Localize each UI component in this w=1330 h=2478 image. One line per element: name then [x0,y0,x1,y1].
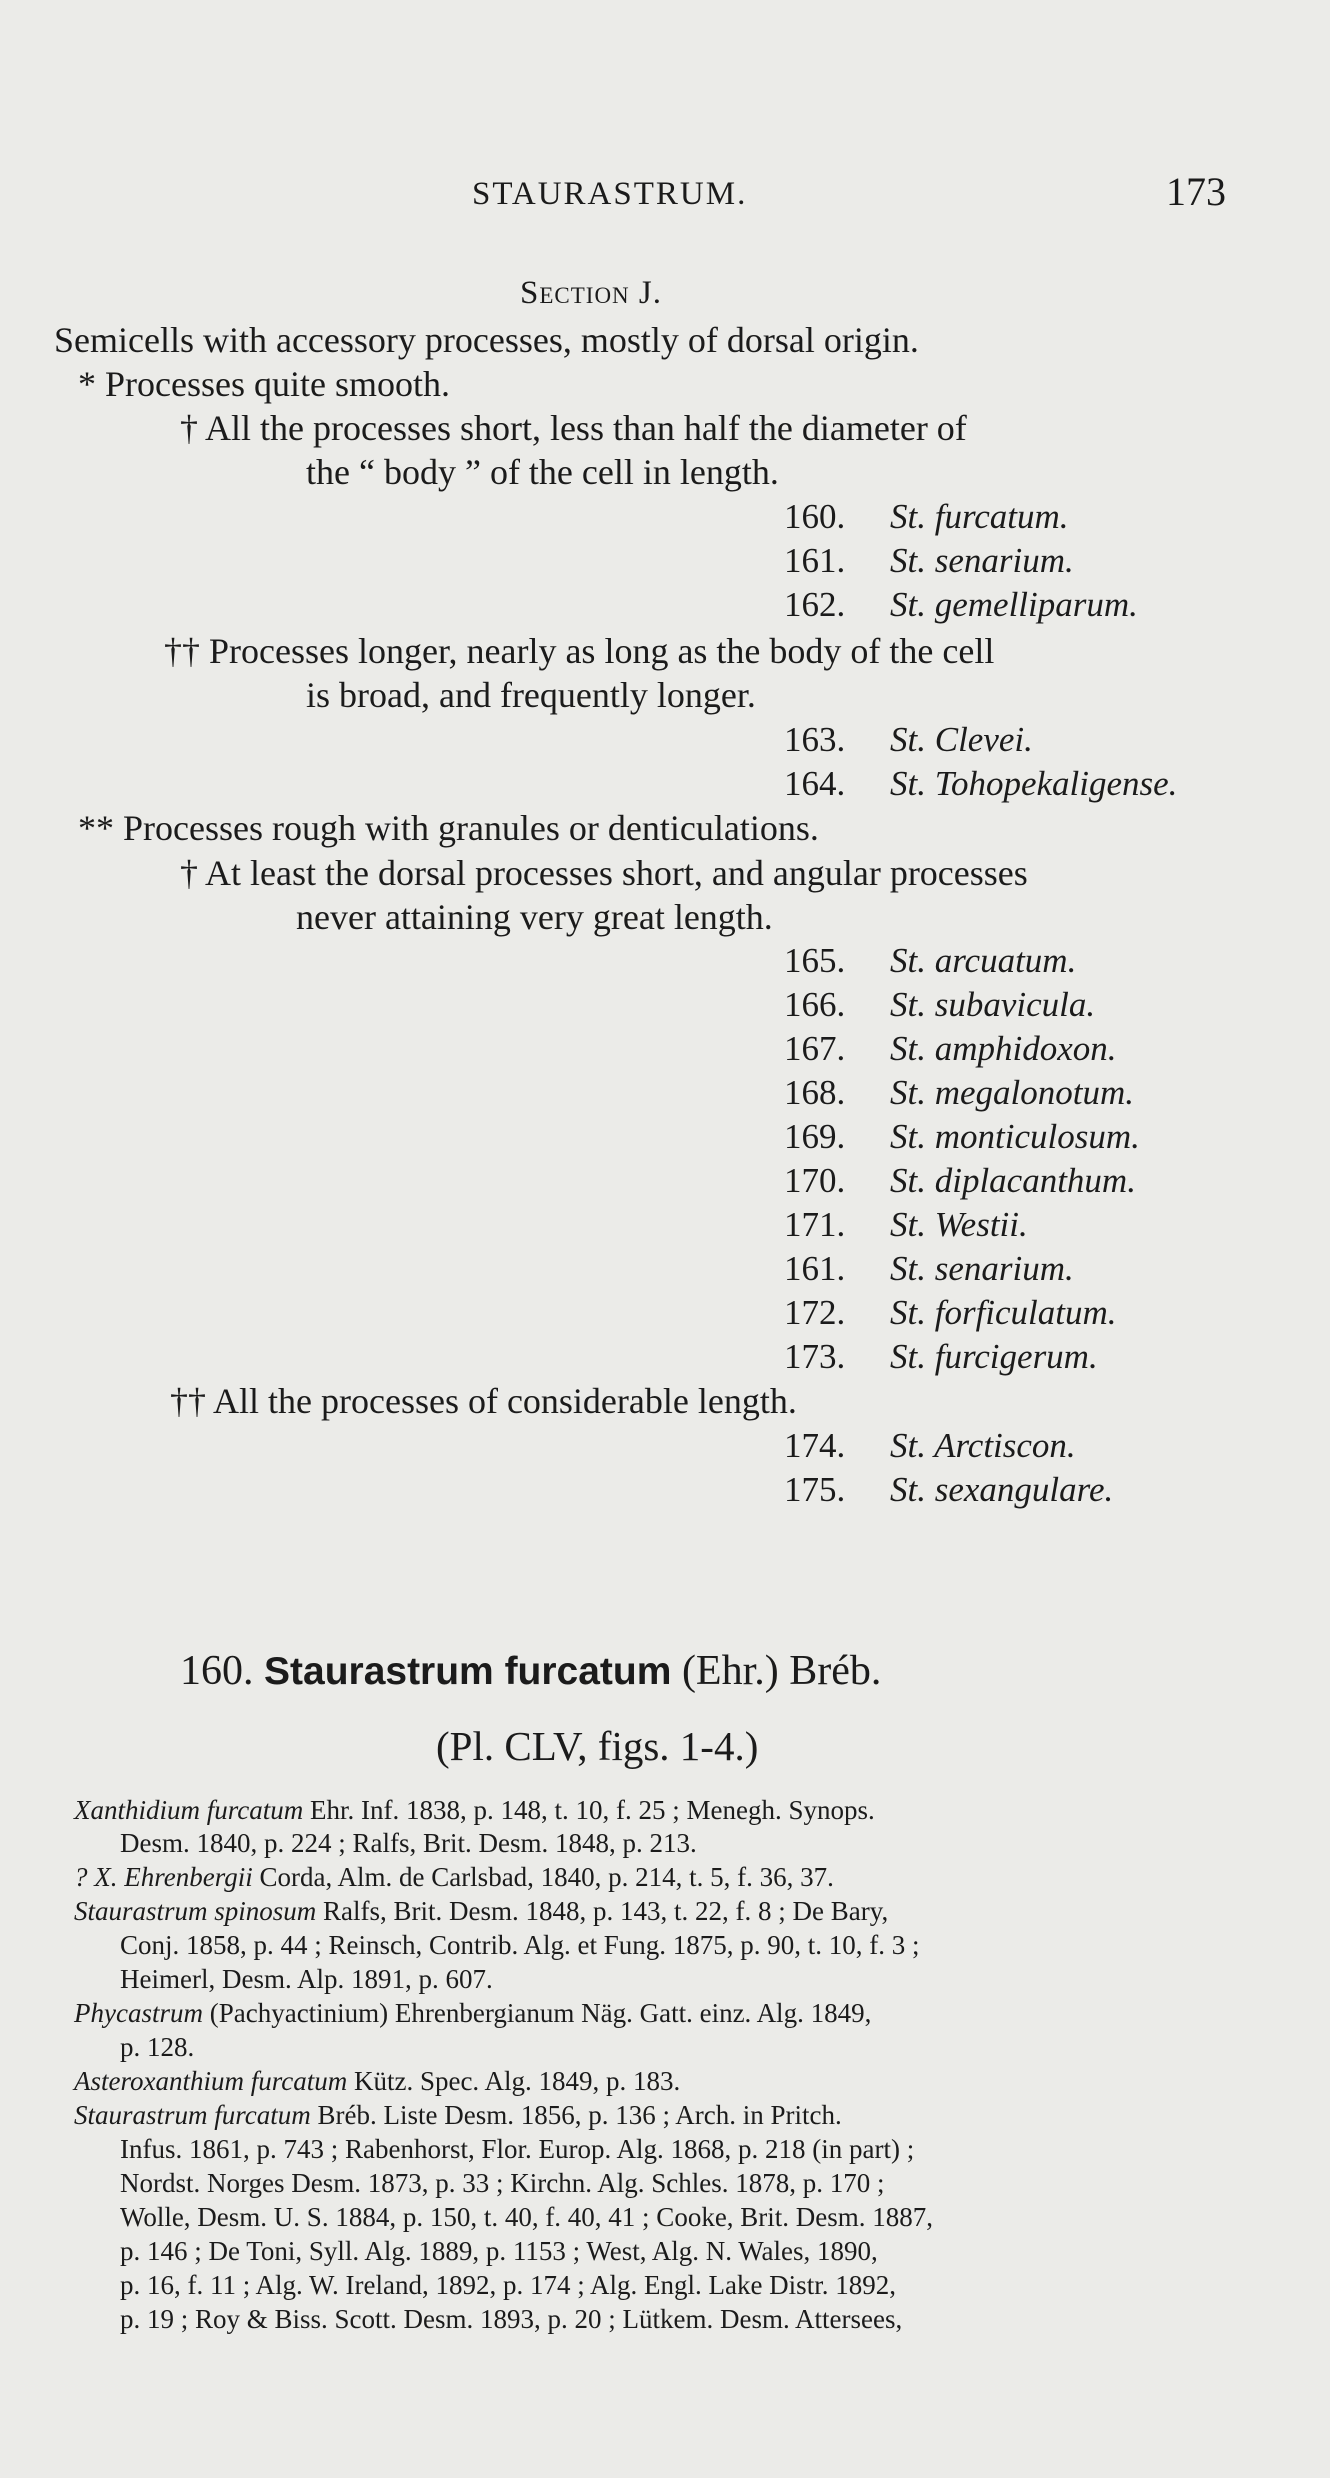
key-entry-number: 171. [784,1205,846,1244]
section-title: Section J. [520,275,663,311]
key-entry-number: 166. [784,985,846,1024]
synonymy-line: Heimerl, Desm. Alp. 1891, p. 607. [120,1964,493,1994]
key-entry-number: 161. [784,1249,846,1288]
key-line: ** Processes rough with granules or denticulations. [78,808,819,848]
synonymy-line: Xanthidium furcatum Ehr. Inf. 1838, p. 148, t. 10, f. 25 ; Menegh. Synops. [74,1795,875,1825]
key-entry-name: St. furcigerum. [890,1337,1098,1376]
key-entry-number: 160. [784,497,846,536]
key-entry-number: 175. [784,1470,846,1509]
key-line: the “ body ” of the cell in length. [306,452,779,492]
synonymy-line: Staurastrum spinosum Ralfs, Brit. Desm. 1848, p. 143, t. 22, f. 8 ; De Bary, [74,1896,889,1926]
species-number: 160. [180,1648,254,1694]
synonymy-line: Conj. 1858, p. 44 ; Reinsch, Contrib. Alg. et Fung. 1875, p. 90, t. 10, f. 3 ; [120,1930,920,1960]
key-entry-name: St. amphidoxon. [890,1029,1117,1068]
species-heading [180,1650,881,1692]
key-entry-name: St. gemelliparum. [890,585,1138,624]
key-line: never attaining very great length. [296,897,773,937]
key-entry-number: 161. [784,541,846,580]
key-entry-name: St. monticulosum. [890,1117,1140,1156]
synonymy-line: Wolle, Desm. U. S. 1884, p. 150, t. 40, f. 40, 41 ; Cooke, Brit. Desm. 1887, [120,2202,934,2232]
key-entry-number: 164. [784,764,846,803]
key-entry-name: St. Tohopekaligense. [890,764,1178,803]
synonymy-line: p. 128. [120,2032,195,2062]
key-entry-number: 163. [784,720,846,759]
key-entry-number: 170. [784,1161,846,1200]
synonymy-line: Phycastrum (Pachyactinium) Ehrenbergianum Näg. Gatt. einz. Alg. 1849, [74,1998,872,2028]
key-line: † At least the dorsal processes short, and angular processes [180,853,1028,893]
key-entry-name: St. subavicula. [890,985,1096,1024]
key-entry-name: St. sexangulare. [890,1470,1114,1509]
species-authority: (Ehr.) Bréb. [681,1648,882,1694]
key-entry-name: St. forficulatum. [890,1293,1117,1332]
key-entry-number: 168. [784,1073,846,1112]
key-entry-name: St. Westii. [890,1205,1028,1244]
synonymy-line: Staurastrum furcatum Bréb. Liste Desm. 1856, p. 136 ; Arch. in Pritch. [74,2100,842,2130]
key-entry-name: St. Arctiscon. [890,1426,1076,1465]
synonymy-line: Infus. 1861, p. 743 ; Rabenhorst, Flor. Europ. Alg. 1868, p. 218 (in part) ; [120,2134,915,2164]
key-entry-number: 173. [784,1337,846,1376]
key-entry-name: St. Clevei. [890,720,1033,759]
plate-reference: (Pl. CLV, figs. 1-4.) [436,1723,759,1769]
key-entry-number: 174. [784,1426,846,1465]
key-line: †† All the processes of considerable length. [170,1381,797,1421]
synonymy-line: p. 146 ; De Toni, Syll. Alg. 1889, p. 1153 ; West, Alg. N. Wales, 1890, [120,2236,878,2266]
key-entry-number: 172. [784,1293,846,1332]
key-entry-number: 165. [784,941,846,980]
key-entry-number: 162. [784,585,846,624]
key-entry-name: St. diplacanthum. [890,1161,1136,1200]
synonymy-line: Asteroxanthium furcatum Kütz. Spec. Alg. 1849, p. 183. [74,2066,681,2096]
species-name: Staurastrum furcatum [264,1650,672,1693]
synonymy-line: p. 16, f. 11 ; Alg. W. Ireland, 1892, p. 174 ; Alg. Engl. Lake Distr. 1892, [120,2270,896,2300]
key-line: †† Processes longer, nearly as long as the body of the cell [164,631,995,671]
synonymy-line: ? X. Ehrenbergii Corda, Alm. de Carlsbad, 1840, p. 214, t. 5, f. 36, 37. [74,1862,834,1892]
synonymy-line: p. 19 ; Roy & Biss. Scott. Desm. 1893, p. 20 ; Lütkem. Desm. Attersees, [120,2304,903,2334]
key-entry-number: 169. [784,1117,846,1156]
key-line: is broad, and frequently longer. [306,675,756,715]
key-entry-number: 167. [784,1029,846,1068]
key-line: † All the processes short, less than half the diameter of [180,408,967,448]
page-number: 173 [1166,169,1226,214]
key-line: Semicells with accessory processes, mostly of dorsal origin. [54,320,919,360]
key-entry-name: St. megalonotum. [890,1073,1135,1112]
synonymy-line: Desm. 1840, p. 224 ; Ralfs, Brit. Desm. 1848, p. 213. [120,1828,697,1858]
synonymy-line: Nordst. Norges Desm. 1873, p. 33 ; Kirchn. Alg. Schles. 1878, p. 170 ; [120,2168,885,2198]
key-entry-name: St. senarium. [890,1249,1074,1288]
running-title: STAURASTRUM. [472,176,748,212]
key-entry-name: St. senarium. [890,541,1074,580]
key-entry-name: St. furcatum. [890,497,1069,536]
key-entry-name: St. arcuatum. [890,941,1077,980]
key-line: * Processes quite smooth. [78,364,450,404]
